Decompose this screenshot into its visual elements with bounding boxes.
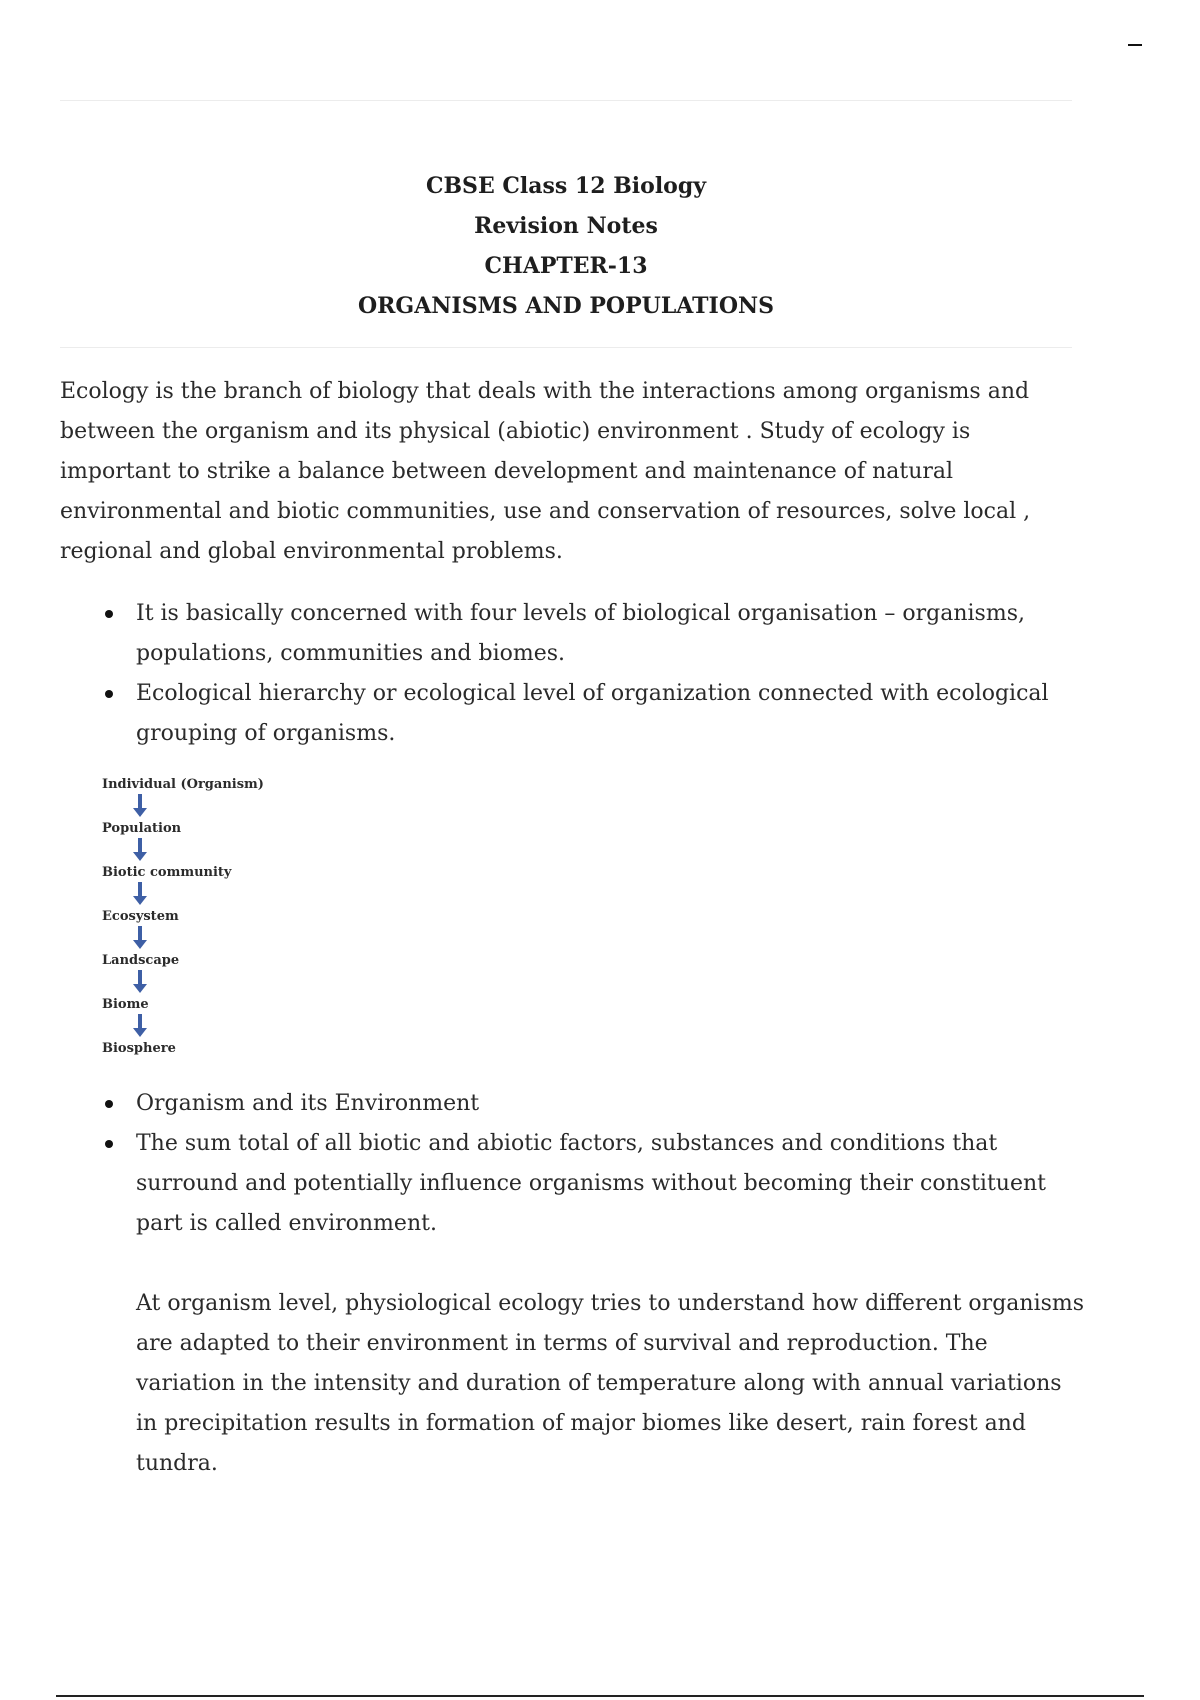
down-arrow-icon: [102, 794, 132, 820]
physiological-ecology-paragraph: At organism level, physiological ecology tries to understand how different organisms are adapted to their environment in terms of survival and reproduction. The variation in the intensity and duration of temperature along with annual variations in precipitation results in formation of major biomes like desert, rain forest and tundra.: [136, 1291, 1085, 1476]
list-item-text: The sum total of all biotic and abiotic factors, substances and conditions that surround and potentially influence organisms without becoming their constituent part is called environment.: [136, 1131, 1046, 1236]
list-item-text: Organism and its Environment: [136, 1091, 480, 1116]
hierarchy-level-landscape: Landscape: [102, 953, 180, 968]
bullet-icon: [105, 1100, 113, 1108]
list-item-text: Ecological hierarchy or ecological level of organization connected with ecological grouping of organisms.: [136, 681, 1049, 746]
header-line-subject: CBSE Class 12 Biology: [425, 173, 707, 199]
header-line-title: ORGANISMS AND POPULATIONS: [357, 293, 774, 319]
down-arrow-icon: [102, 926, 132, 952]
corner-dash: [1128, 44, 1142, 46]
intro-paragraph: Ecology is the branch of biology that deals with the interactions among organisms and between the organism and its physical (abiotic) environment . Study of ecology is important to strike a balance between development and maintenance of natural environmental and biotic communities, use and conservation of resources, solve local , regional and global environmental problems.: [60, 379, 1031, 564]
list-item-text: It is basically concerned with four levels of biological organisation – organisms, populations, communities and biomes.: [136, 601, 1025, 666]
document-header: [60, 166, 1072, 326]
down-arrow-icon: [102, 1014, 132, 1040]
hierarchy-level-community: Biotic community: [102, 865, 232, 880]
list-item: [60, 674, 1072, 754]
hierarchy-level-ecosystem: Ecosystem: [102, 909, 179, 924]
down-arrow-icon: [102, 970, 132, 996]
hierarchy-level-individual: Individual (Organism): [102, 777, 264, 792]
bottom-rule: [56, 1695, 1144, 1697]
hierarchy-level-biome: Biome: [102, 997, 149, 1012]
hierarchy-level-population: Population: [102, 821, 182, 836]
header-line-chapter: CHAPTER-13: [484, 253, 648, 279]
header-line-type: Revision Notes: [474, 213, 658, 239]
bullet-list-environment: [60, 1084, 1072, 1244]
bullet-icon: [105, 690, 113, 698]
bullet-icon: [105, 610, 113, 618]
bullet-list-levels: [60, 594, 1072, 754]
bullet-icon: [105, 1140, 113, 1148]
list-item: [60, 1084, 1072, 1124]
header-divider: [60, 347, 1072, 348]
top-divider: [60, 100, 1072, 101]
hierarchy-level-biosphere: Biosphere: [102, 1041, 176, 1056]
list-item: [60, 594, 1072, 674]
ecological-hierarchy-diagram: [102, 776, 362, 1058]
down-arrow-icon: [102, 838, 132, 864]
list-item: [60, 1124, 1072, 1244]
down-arrow-icon: [102, 882, 132, 908]
